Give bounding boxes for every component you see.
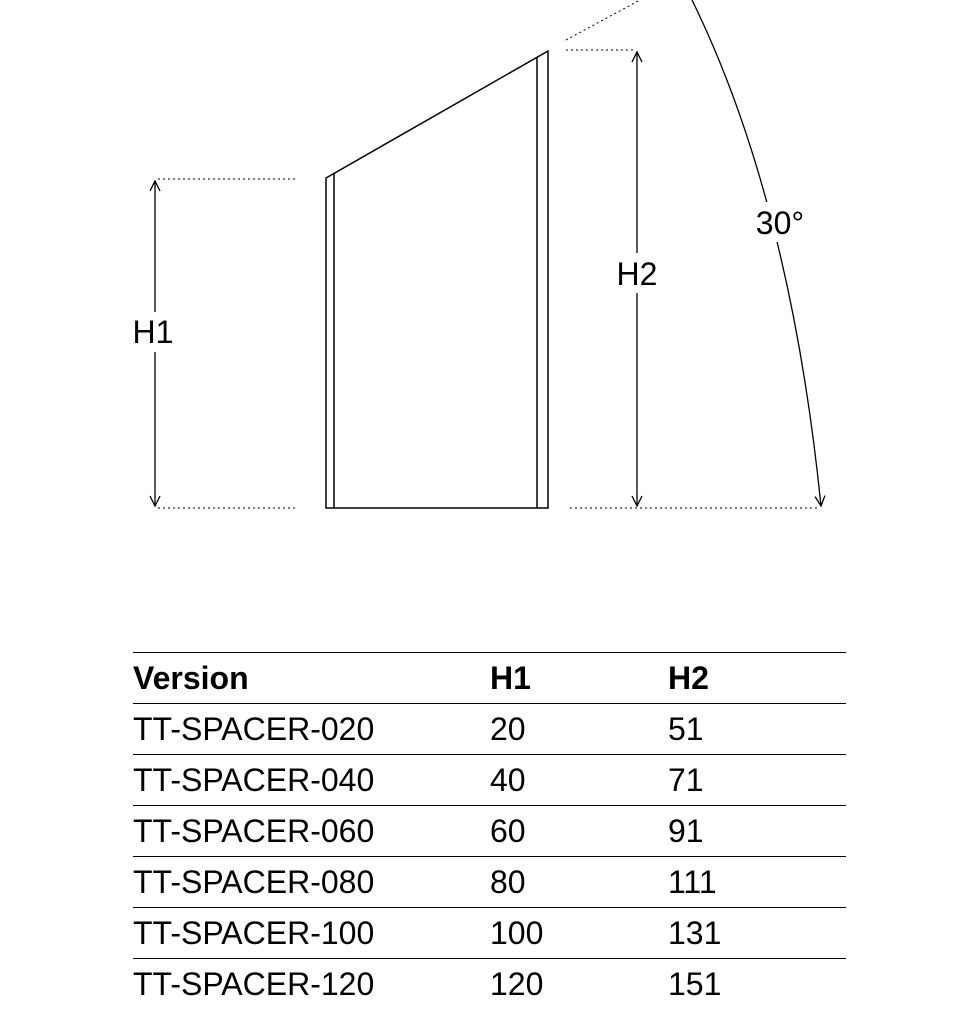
version-cell: TT-SPACER-060: [133, 806, 490, 857]
table-row: [133, 704, 846, 755]
column-header-version: Version: [133, 653, 490, 704]
version-cell: TT-SPACER-100: [133, 908, 490, 959]
h1-cell: 80: [490, 857, 668, 908]
h2-label: H2: [617, 256, 658, 292]
h1-cell: 20: [490, 704, 668, 755]
angle-arc: [692, 0, 821, 506]
spacer-profile: [326, 51, 548, 508]
h2-cell: 131: [668, 908, 846, 959]
table-row: [133, 908, 846, 959]
h1-cell: 120: [490, 959, 668, 1009]
h2-cell: 151: [668, 959, 846, 1009]
h1-cell: 40: [490, 755, 668, 806]
h2-cell: 111: [668, 857, 846, 908]
version-cell: TT-SPACER-080: [133, 857, 490, 908]
h2-cell: 71: [668, 755, 846, 806]
angle-dimension: [566, 0, 821, 506]
table-row: [133, 959, 846, 1009]
h1-label: H1: [133, 314, 174, 350]
h2-cell: 51: [668, 704, 846, 755]
version-cell: TT-SPACER-120: [133, 959, 490, 1009]
table-row: [133, 806, 846, 857]
version-cell: TT-SPACER-040: [133, 755, 490, 806]
table-header-row: [133, 653, 846, 704]
h2-cell: 91: [668, 806, 846, 857]
table-row: [133, 857, 846, 908]
angle-label: 30°: [756, 205, 804, 241]
table-row: [133, 755, 846, 806]
column-header-h1: H1: [490, 653, 668, 704]
column-header-h2: H2: [668, 653, 846, 704]
spacer-version-table: [133, 652, 846, 1009]
version-cell: TT-SPACER-020: [133, 704, 490, 755]
h2-dimension: [566, 50, 820, 508]
h1-dimension: [128, 179, 297, 508]
h1-cell: 100: [490, 908, 668, 959]
angle-extension: [566, 0, 640, 40]
h1-cell: 60: [490, 806, 668, 857]
